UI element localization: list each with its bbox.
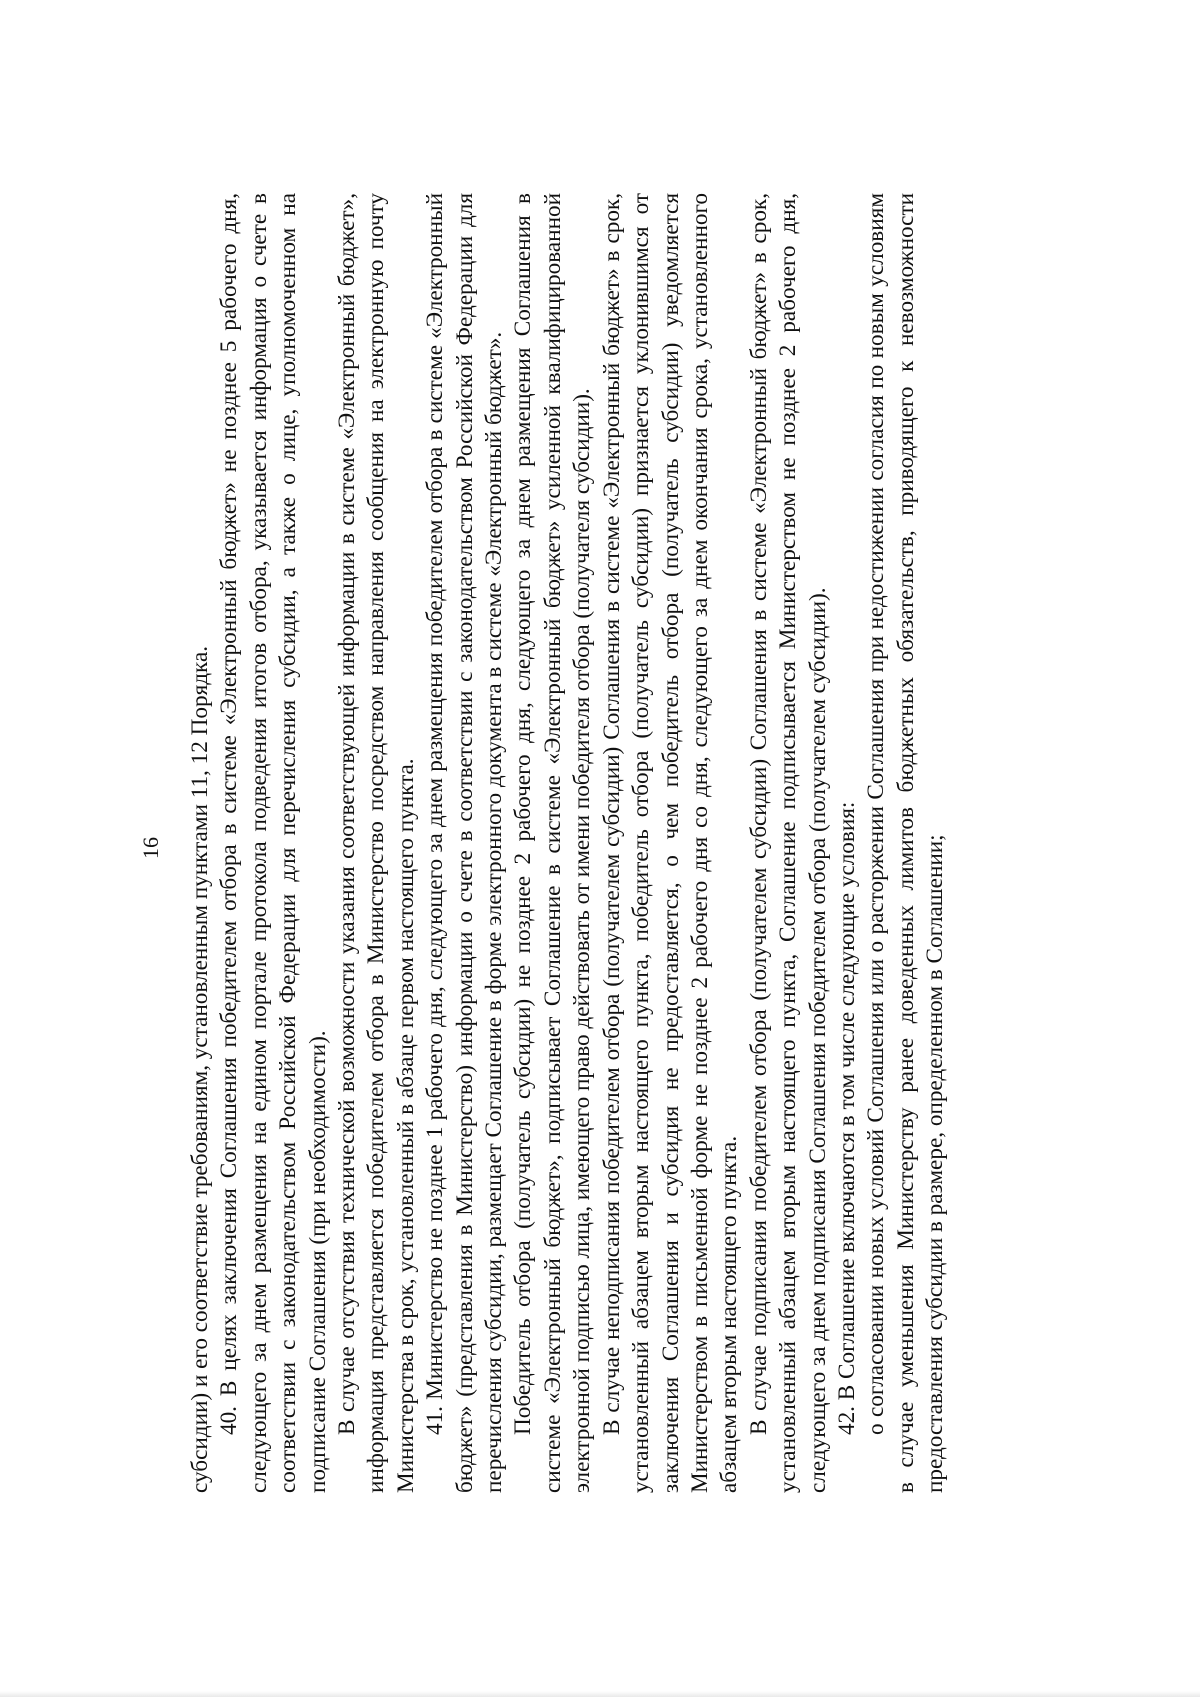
paragraph-signed: В случае подписания победителем отбора (получателем субсидии) Соглашения в системе «Электронный бюджет» в срок, установленный абзацем вторым настоящего пункта, Соглашение подписывается Министерством не позднее 2 рабочего дня, следующего за днем подписания Соглашения победителем отбора (получателем субсидии).: [745, 193, 831, 1493]
paragraph-new-conditions: о согласовании новых условий Соглашения или о расторжении Соглашения при недостижении согласия по новым условиям в случае уменьшения Министерству ранее доведенных лимитов бюджетных обязательств, приводящего к невозможности предоставления субсидии в размере, определенном в Соглашении;: [863, 193, 949, 1493]
paragraph-item-41: 41. Министерство не позднее 1 рабочего дня, следующего за днем размещения победителем отбора в системе «Электронный бюджет» (представления в Министерство) информации о счете в соответствии с законодательством Российской Федерации для перечисления субсидии, размещает Соглашение в форме электронного документа в системе «Электронный бюджет».: [422, 193, 508, 1493]
document-body: [186, 193, 951, 1493]
scan-edge-shadow: [0, 1691, 1200, 1697]
paragraph-no-technical-possibility: В случае отсутствия технической возможности указания соответствующей информации в системе «Электронный бюджет», информация представляется победителем отбора в Министерство посредством направления сообщения на электронную почту Министерства в срок, установленный в абзаце первом настоящего пункта.: [334, 193, 419, 1493]
paragraph-continuation: субсидии) и его соответствие требованиям, установленным пунктами 11, 12 Порядка.: [187, 645, 213, 1493]
paragraph-item-40: 40. В целях заключения Соглашения победителем отбора в системе «Электронный бюджет» не позднее 5 рабочего дня, следующего за днем размещения на едином портале протокола подведения итогов отбора, указывается информация о счете в соответствии с законодательством Российской Федерации для перечисления субсидии, а также о лице, уполномоченном на подписание Соглашения (при необходимости).: [216, 193, 331, 1493]
paragraph-item-42: 42. В Соглашение включаются в том числе следующие условия:: [833, 801, 860, 1435]
paragraph-not-signed: В случае неподписания победителем отбора (получателем субсидии) Соглашения в системе «Электронный бюджет» в срок, установленный абзацем вторым настоящего пункта, победитель отбора (получатель субсидии) признается уклонившимся от заключения Соглашения и субсидия не предоставляется, о чем победитель отбора (получатель субсидии) уведомляется Министерством в письменной форме не позднее 2 рабочего дня со дня, следующего за днем окончания срока, установленного абзацем вторым настоящего пункта.: [598, 193, 743, 1493]
page-number: 16: [138, 837, 163, 859]
paragraph-winner-signs: Победитель отбора (получатель субсидии) не позднее 2 рабочего дня, следующего за днем размещения Соглашения в системе «Электронный бюджет», подписывает Соглашение в системе «Электронный бюджет» усиленной квалифицированной электронной подписью лица, имеющего право действовать от имени победителя отбора (получателя субсидии).: [510, 193, 596, 1493]
rotated-text-sheet: [100, 98, 1100, 1598]
